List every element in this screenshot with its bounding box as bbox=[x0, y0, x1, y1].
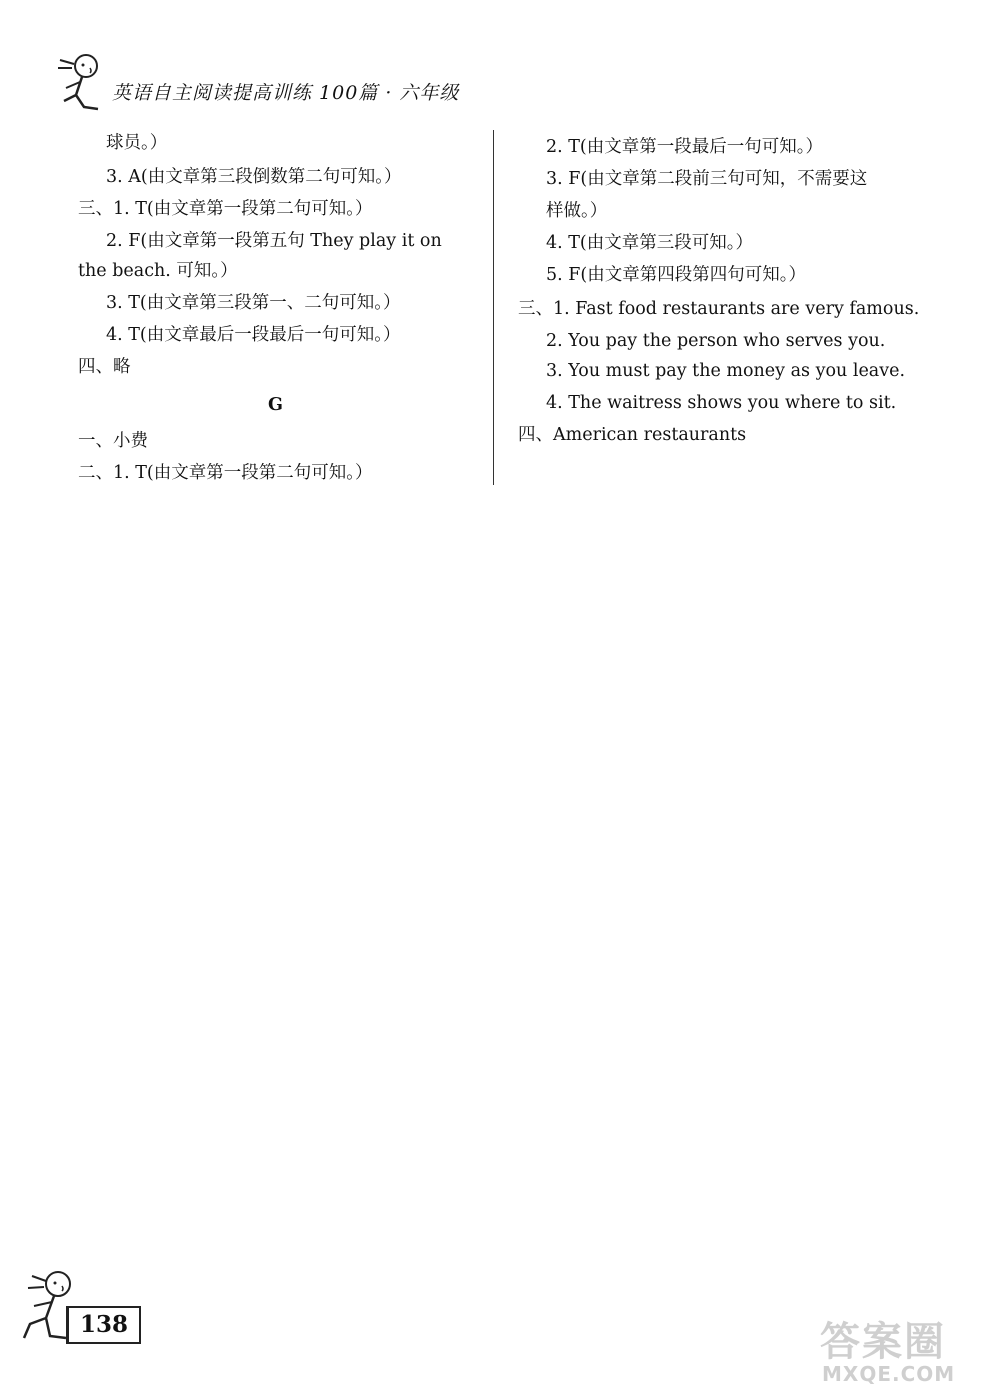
column-divider bbox=[493, 130, 494, 485]
answer-line: 3. F(由文章第二段前三句可知，不需要这 bbox=[546, 169, 868, 189]
answer-line: 球员。） bbox=[106, 133, 168, 153]
answer-line: 4. The waitress shows you where to sit. bbox=[546, 393, 897, 413]
answer-line: 2. T(由文章第一段最后一句可知。） bbox=[546, 137, 824, 157]
answer-line: 3. A(由文章第三段倒数第二句可知。） bbox=[106, 167, 402, 187]
page-footer bbox=[18, 1266, 158, 1346]
answer-line: 4. T(由文章最后一段最后一句可知。） bbox=[106, 325, 401, 345]
watermark-text: 答案圈 bbox=[820, 1319, 946, 1365]
page-number: 138 bbox=[66, 1306, 141, 1344]
section-heading: 四、略 bbox=[78, 357, 131, 377]
section-heading: 一、小费 bbox=[78, 431, 148, 451]
page-header bbox=[52, 52, 492, 112]
answer-line: 样做。） bbox=[546, 201, 608, 221]
answer-line: 2. F(由文章第一段第五句 They play it on bbox=[106, 231, 442, 251]
watermark bbox=[820, 1310, 995, 1395]
answer-line: 3. You must pay the money as you leave. bbox=[546, 361, 906, 381]
answer-line: the beach. 可知。） bbox=[78, 261, 238, 281]
book-title: 英语自主阅读提高训练 100篇 · 六年级 bbox=[112, 82, 460, 104]
answer-line: 3. T(由文章第三段第一、二句可知。） bbox=[106, 293, 401, 313]
unit-heading: G bbox=[268, 395, 283, 415]
section-heading: 四、American restaurants bbox=[518, 425, 747, 445]
answer-line: 5. F(由文章第四段第四句可知。） bbox=[546, 265, 806, 285]
section-heading: 二、1. T(由文章第一段第二句可知。） bbox=[78, 463, 373, 483]
stick-figure-icon bbox=[52, 52, 112, 112]
answer-line: 4. T(由文章第三段可知。） bbox=[546, 233, 754, 253]
watermark-url: MXQE.COM bbox=[822, 1362, 956, 1386]
section-heading: 三、1. T(由文章第一段第二句可知。） bbox=[78, 199, 373, 219]
answer-line: 2. You pay the person who serves you. bbox=[546, 331, 886, 351]
section-heading: 三、1. Fast food restaurants are very famous. bbox=[518, 299, 920, 319]
